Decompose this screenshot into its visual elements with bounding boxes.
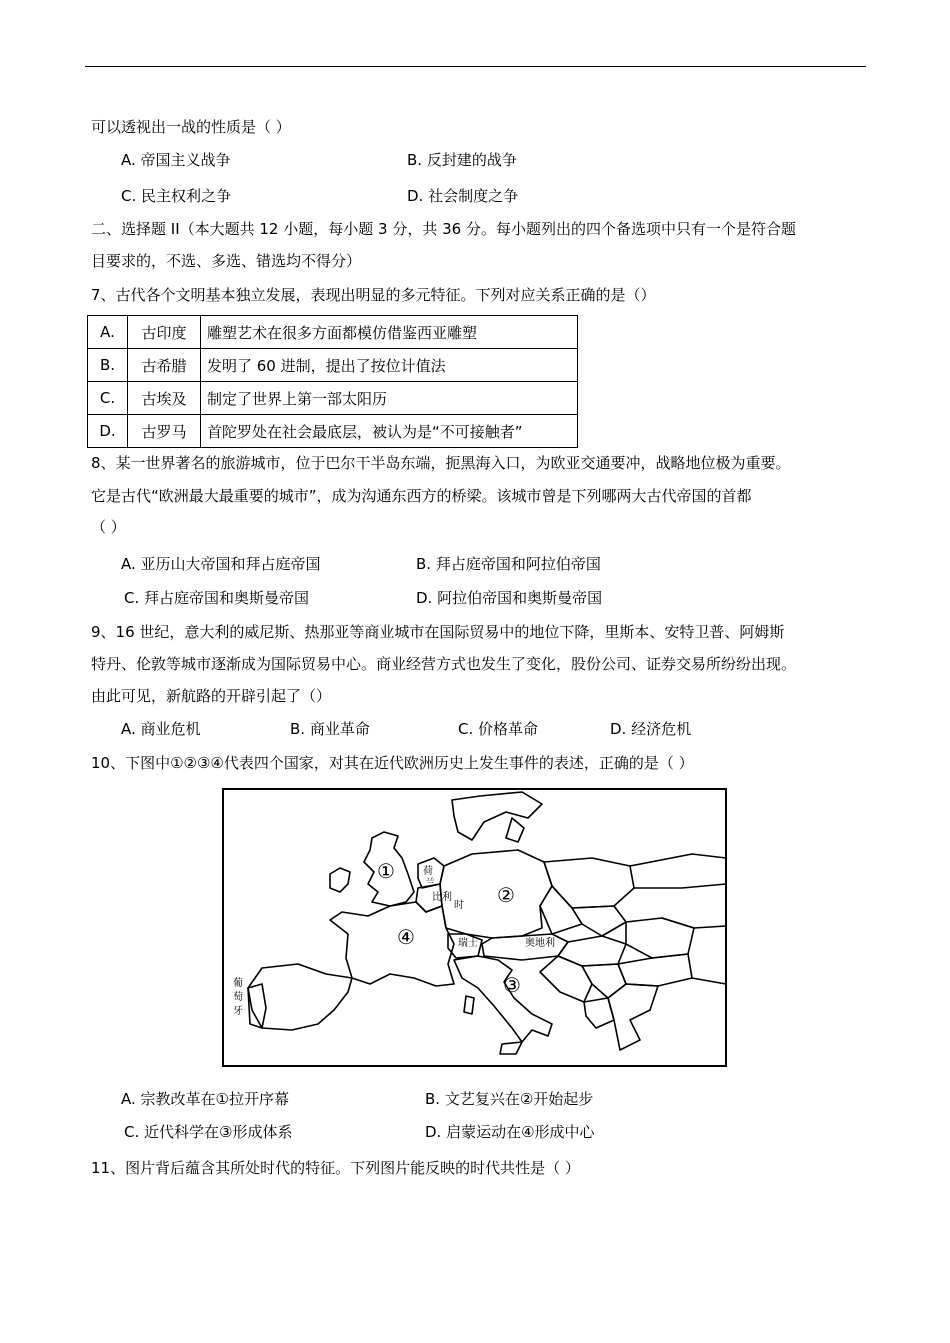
map-label-4: ④ [397, 925, 415, 949]
map-label-bili: 比利 [432, 892, 452, 903]
q7-letter: A. [88, 316, 128, 349]
q7-letter: B. [88, 349, 128, 382]
map-label-3: ③ [503, 973, 521, 997]
q6-option-a: A. 帝国主义战争 [121, 151, 231, 169]
map-label-2: ② [497, 883, 515, 907]
q7-desc: 首陀罗处在社会最底层，被认为是“不可接触者” [201, 415, 578, 448]
q9-option-c: C. 价格革命 [458, 720, 539, 738]
europe-map [222, 788, 727, 1067]
table-row [88, 415, 578, 448]
q7-stem: 7、古代各个文明基本独立发展，表现出明显的多元特征。下列对应关系正确的是（） [91, 286, 656, 304]
q8-option-c: C. 拜占庭帝国和奥斯曼帝国 [124, 589, 310, 607]
q7-desc: 雕塑艺术在很多方面都模仿借鉴西亚雕塑 [201, 316, 578, 349]
q10-option-c: C. 近代科学在③形成体系 [124, 1123, 293, 1141]
map-label-lan: 兰 [425, 878, 435, 889]
q7-desc: 制定了世界上第一部太阳历 [201, 382, 578, 415]
section2-line1: 二、选择题 II（本大题共 12 小题，每小题 3 分，共 36 分。每小题列出的四个备选项中只有一个是符合题 [91, 220, 796, 238]
map-frame [223, 789, 726, 1066]
q8-line3: （ ） [91, 518, 126, 536]
q11-stem: 11、图片背后蕴含其所处时代的特征。下列图片能反映的时代共性是（ ） [91, 1159, 580, 1177]
table-row [88, 382, 578, 415]
q9-option-d: D. 经济危机 [610, 720, 692, 738]
q7-table [87, 315, 578, 448]
map-label-pu: 葡 [233, 978, 243, 989]
q9-option-a: A. 商业危机 [121, 720, 201, 738]
q8-option-a: A. 亚历山大帝国和拜占庭帝国 [121, 555, 321, 573]
map-label-he: 荷 [423, 866, 433, 877]
header-rule [85, 66, 866, 67]
q7-letter: D. [88, 415, 128, 448]
map-label-ruishi: 瑞士 [458, 938, 478, 949]
q8-option-d: D. 阿拉伯帝国和奥斯曼帝国 [416, 589, 603, 607]
map-label-shi: 时 [454, 900, 464, 911]
q7-letter: C. [88, 382, 128, 415]
q10-stem: 10、下图中①②③④代表四个国家，对其在近代欧洲历史上发生事件的表述，正确的是（ ） [91, 754, 694, 772]
q10-option-b: B. 文艺复兴在②开始起步 [425, 1090, 594, 1108]
map-label-1: ① [377, 859, 395, 883]
map-label-ya: 牙 [233, 1006, 243, 1017]
section2-line2: 目要求的，不选、多选、错选均不得分） [91, 252, 362, 270]
table-row [88, 349, 578, 382]
q7-civ: 古希腊 [128, 349, 201, 382]
q6-option-b: B. 反封建的战争 [407, 151, 517, 169]
map-label-aodili: 奥地利 [525, 938, 555, 949]
q7-desc: 发明了 60 进制，提出了按位计值法 [201, 349, 578, 382]
q9-line2: 特丹、伦敦等城市逐渐成为国际贸易中心。商业经营方式也发生了变化，股份公司、证券交易所纷纷出现。 [91, 655, 797, 673]
q6-option-c: C. 民主权利之争 [121, 187, 232, 205]
q8-line1: 8、某一世界著名的旅游城市，位于巴尔干半岛东端，扼黑海入口，为欧亚交通要冲，战略地位极为重要。 [91, 454, 791, 472]
q9-option-b: B. 商业革命 [290, 720, 370, 738]
q6-option-d: D. 社会制度之争 [407, 187, 519, 205]
q7-civ: 古埃及 [128, 382, 201, 415]
map-label-tao: 萄 [233, 992, 243, 1003]
q7-civ: 古印度 [128, 316, 201, 349]
q8-option-b: B. 拜占庭帝国和阿拉伯帝国 [416, 555, 601, 573]
q8-line2: 它是古代“欧洲最大最重要的城市”，成为沟通东西方的桥梁。该城市曾是下列哪两大古代帝国的首都 [91, 487, 752, 505]
q10-option-a: A. 宗教改革在①拉开序幕 [121, 1090, 289, 1108]
q6-stem: 可以透视出一战的性质是（ ） [91, 118, 291, 136]
q9-line3: 由此可见，新航路的开辟引起了（） [91, 687, 332, 705]
q7-civ: 古罗马 [128, 415, 201, 448]
q10-option-d: D. 启蒙运动在④形成中心 [425, 1123, 595, 1141]
table-row [88, 316, 578, 349]
q9-line1: 9、16 世纪，意大利的威尼斯、热那亚等商业城市在国际贸易中的地位下降，里斯本、安特卫普、阿姆斯 [91, 623, 785, 641]
